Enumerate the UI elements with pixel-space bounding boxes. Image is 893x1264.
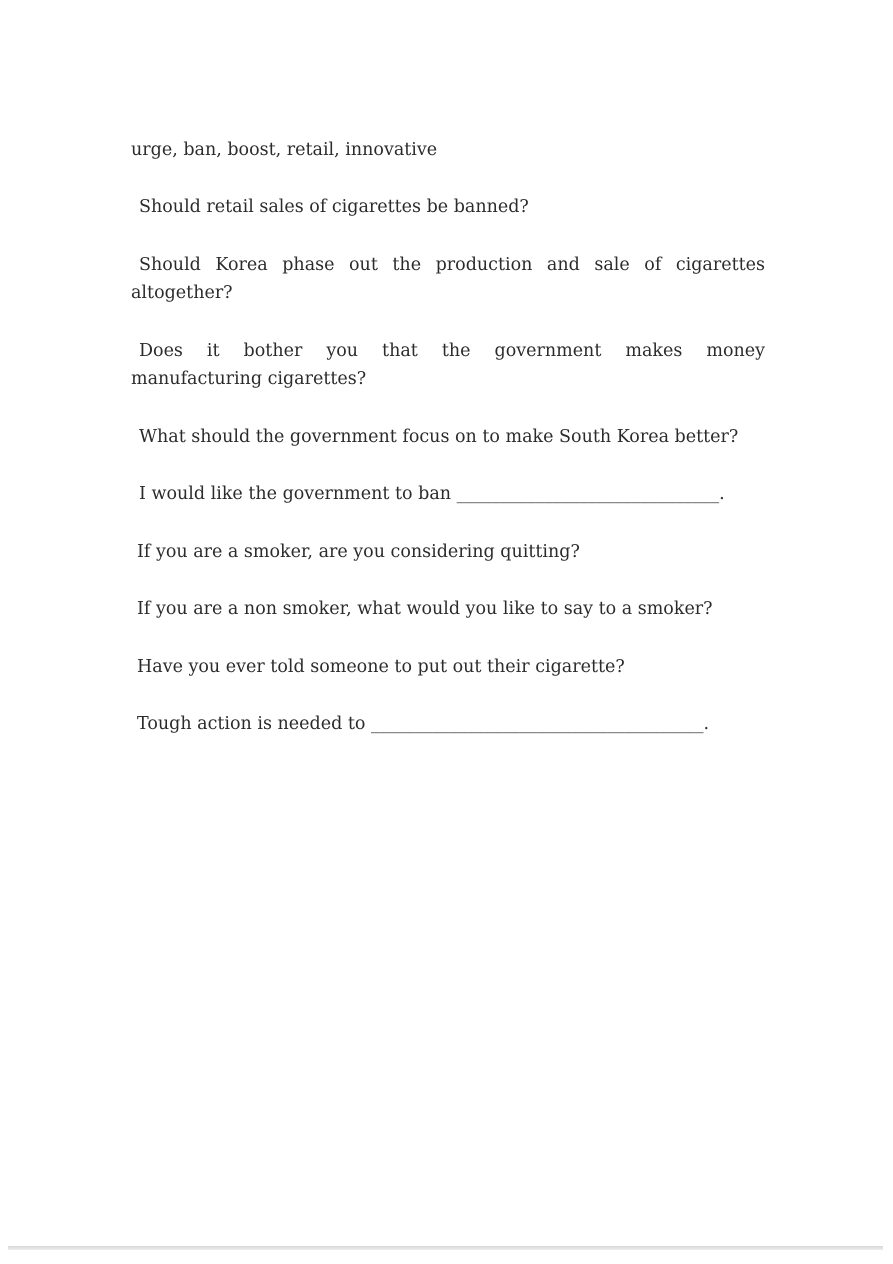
question-government-money-line-2: manufacturing cigarettes? — [131, 369, 367, 389]
question-retail-ban: Should retail sales of cigarettes be banned? — [139, 197, 529, 217]
question-government-focus: What should the government focus on to make South Korea better? — [139, 427, 739, 447]
question-phase-out-line-2: altogether? — [131, 283, 233, 303]
question-non-smoker: If you are a non smoker, what would you like to say to a smoker? — [137, 599, 713, 619]
scan-edge-line — [8, 1246, 883, 1250]
question-ban-fill-in: I would like the government to ban ______________________________. — [139, 484, 725, 504]
question-tough-action-fill-in: Tough action is needed to ______________________________________. — [137, 714, 710, 734]
question-phase-out — [131, 251, 765, 307]
question-told-someone: Have you ever told someone to put out their cigarette? — [137, 657, 625, 677]
vocabulary-list: urge, ban, boost, retail, innovative — [131, 140, 438, 160]
question-smoker-quitting: If you are a smoker, are you considering quitting? — [137, 542, 580, 562]
question-phase-out-line-1: Should Korea phase out the production and sale of cigarettes — [139, 255, 765, 275]
question-government-money-line-1: Does it bother you that the government makes money — [139, 341, 765, 361]
question-government-money — [131, 337, 765, 393]
